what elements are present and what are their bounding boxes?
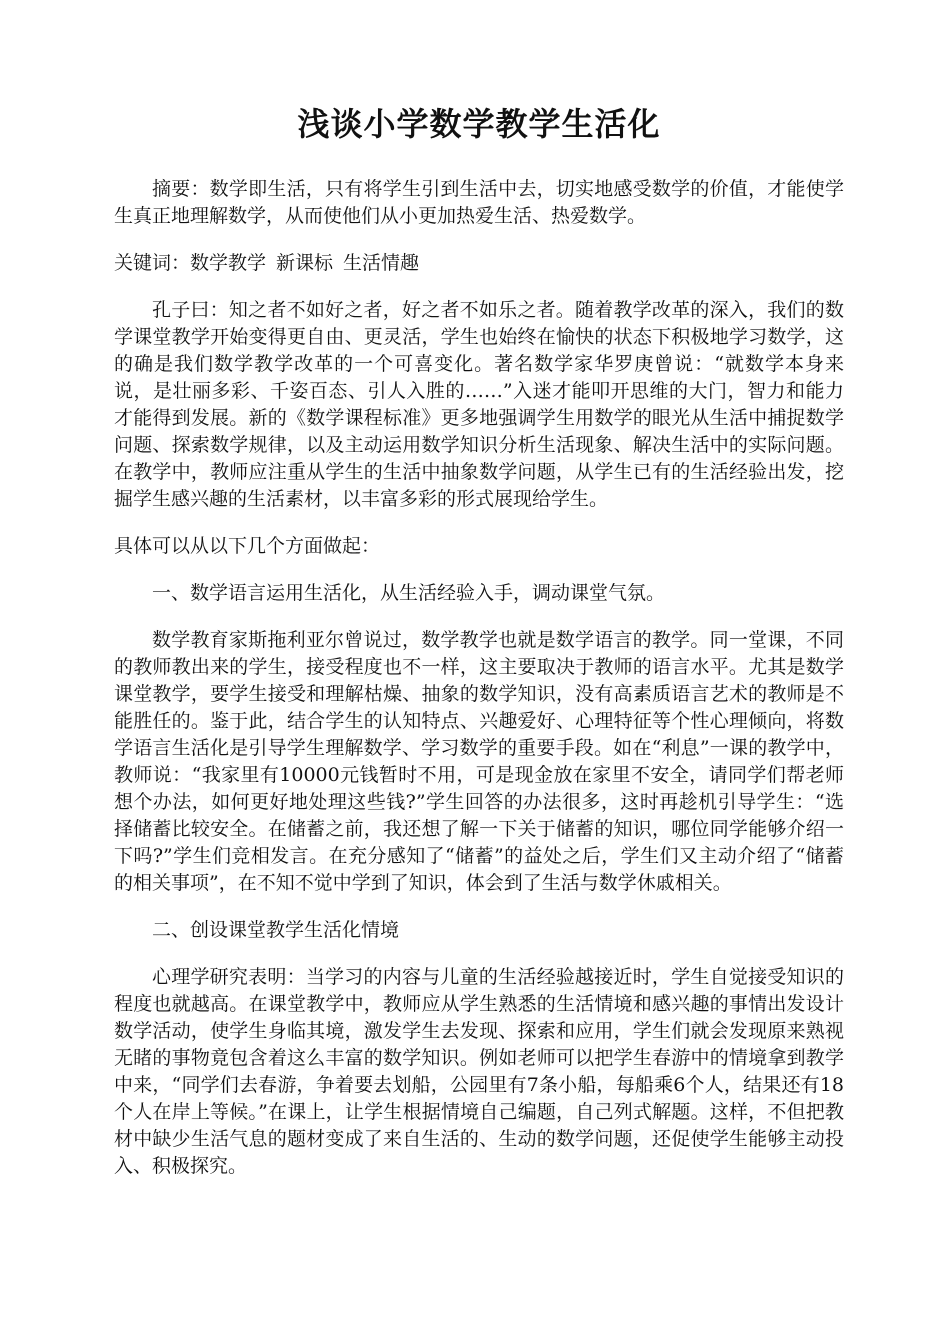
keywords-label: 关键词： [114,252,191,274]
document-title: 浅谈小学数学教学生活化 [297,105,661,143]
keyword-item: 数学教学 [190,252,267,274]
intro-paragraph: 孔子曰：知之者不如好之者，好之者不如乐之者。随着教学改革的深入，我们的数学课堂教学开始变得更自由、更灵活，学生也始终在愉快的状态下积极地学习数学，这的确是我们数学教学改革的一个可喜变化。著名数学家华罗庚曾说：“就数学本身来说，是壮丽多彩、千姿百态、引人入胜的……”入迷才能叩开思维的大门，智力和能力才能得到发展。新的《数学课程标准》更多地强调学生用数学的眼光从生活中捕捉数学问题、探索数学规律，以及主动运用数学知识分析生活现象、解决生活中的实际问题。在教学中，教师应注重从学生的生活中抽象数学问题，从学生已有的生活经验出发，挖掘学生感兴趣的生活素材，以丰富多彩的形式展现给学生。 [114,299,844,510]
keyword-item: 生活情趣 [343,252,420,274]
transition-line: 具体可以从以下几个方面做起： [114,535,381,557]
document-page [114,100,844,1200]
keyword-item: 新课标 [276,252,334,274]
section-body: 心理学研究表明：当学习的内容与儿童的生活经验越接近时，学生自觉接受知识的程度也就越高。在课堂教学中，教师应从学生熟悉的生活情境和感兴趣的事情出发设计数学活动，使学生身临其境，激发学生去发现、探索和应用，学生们就会发现原来熟视无睹的事物竟包含着这么丰富的数学知识。例如老师可以把学生春游中的情境拿到教学中来，“同学们去春游，争着要去划船，公园里有7条小船，每船乘6个人，结果还有18个人在岸上等候。”在课上，让学生根据情境自己编题，自己列式解题。这样，不但把教材中缺少生活气息的题材变成了来自生活的、生动的数学问题，还促使学生能够主动投入、积极探究。 [114,966,844,1177]
section-heading: 一、数学语言运用生活化，从生活经验入手，调动课堂气氛。 [152,582,666,604]
keywords-line [114,250,844,277]
section-body: 数学教育家斯拖利亚尔曾说过，数学教学也就是数学语言的教学。同一堂课，不同的教师教出来的学生，接受程度也不一样，这主要取决于教师的语言水平。尤其是数学课堂教学，要学生接受和理解枯燥、抽象的数学知识，没有高素质语言艺术的教师是不能胜任的。鉴于此，结合学生的认知特点、兴趣爱好、心理特征等个性心理倾向，将数学语言生活化是引导学生理解数学、学习数学的重要手段。如在“利息”一课的教学中，教师说：“我家里有10000元钱暂时不用，可是现金放在家里不安全，请同学们帮老师想个办法，如何更好地处理这些钱?”学生回答的办法很多，这时再趁机引导学生：“选择储蓄比较安全。在储蓄之前，我还想了解一下关于储蓄的知识，哪位同学能够介绍一下吗?”学生们竞相发言。在充分感知了“储蓄”的益处之后，学生们又主动介绍了“储蓄的相关事项”，在不知不觉中学到了知识，体会到了生活与数学休戚相关。 [114,629,844,894]
section-heading: 二、创设课堂教学生活化情境 [152,919,400,941]
abstract-paragraph: 摘要：数学即生活，只有将学生引到生活中去，切实地感受数学的价值，才能使学生真正地理解数学，从而使他们从小更加热爱生活、热爱数学。 [114,178,844,227]
